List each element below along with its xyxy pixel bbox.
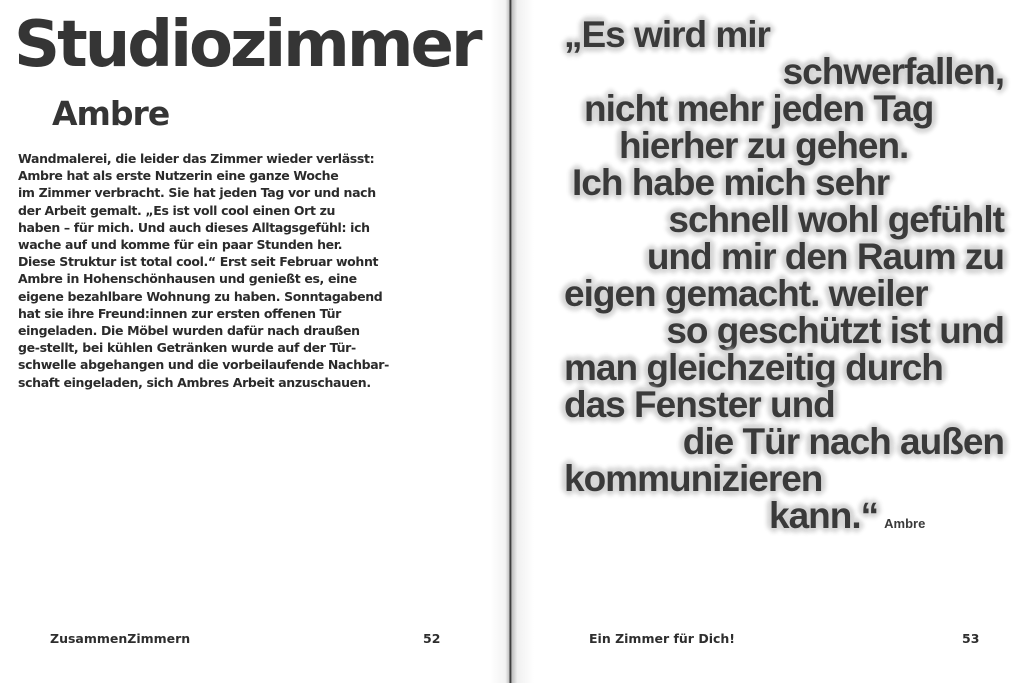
footer-title: Ein Zimmer für Dich!: [589, 631, 735, 646]
footer-title: ZusammenZimmern: [50, 631, 191, 646]
body-line: eingeladen. Die Möbel wurden dafür nach draußen: [18, 323, 360, 339]
quote-line: so geschützt ist und: [666, 310, 1004, 351]
body-line: im Zimmer verbracht. Sie hat jeden Tag vor und nach: [18, 185, 376, 201]
page-number: 52: [423, 631, 441, 646]
quote-line: kommunizieren: [564, 458, 823, 499]
body-line: hat sie ihre Freund:innen zur ersten offenen Tür: [18, 305, 341, 321]
body-line: Diese Struktur ist total cool.“ Erst seit Februar wohnt: [18, 254, 379, 270]
page-number: 53: [962, 631, 980, 646]
body-line: Wandmalerei, die leider das Zimmer wieder verlässt:: [18, 151, 375, 166]
body-line: der Arbeit gemalt. „Es ist voll cool einen Ort zu: [18, 202, 336, 218]
quote-closing: kann.“: [769, 495, 879, 536]
quote-attribution: Ambre: [884, 516, 926, 531]
body-line: Ambre hat als erste Nutzerin eine ganze Woche: [18, 168, 339, 184]
quote-line: man gleichzeitig durch: [564, 347, 943, 388]
quote-line: „Es wird mir: [564, 14, 770, 55]
right-page: [514, 0, 1024, 683]
left-page: [0, 0, 510, 683]
body-paragraph: [18, 150, 468, 391]
quote-line: und mir den Raum zu: [646, 236, 1004, 277]
quote-line: hierher zu gehen.: [619, 125, 909, 166]
body-line: ge-stellt, bei kühlen Getränken wurde auf der Tür-: [18, 340, 356, 356]
quote-line: schnell wohl gefühlt: [668, 199, 1004, 240]
page-title: Studiozimmer: [14, 8, 480, 82]
pull-quote: [564, 16, 1004, 542]
body-line: wache auf und komme für ein paar Stunden her.: [18, 237, 343, 253]
quote-line: eigen gemacht. weiler: [564, 273, 928, 314]
page-subtitle: Ambre: [52, 94, 170, 133]
quote-line: die Tür nach außen: [682, 421, 1004, 462]
body-line: schaft eingeladen, sich Ambres Arbeit anzuschauen.: [18, 374, 371, 390]
quote-line: schwerfallen,: [782, 51, 1004, 92]
quote-line: das Fenster und: [564, 384, 835, 425]
quote-line-last: [564, 497, 1004, 542]
body-line: Ambre in Hohenschönhausen und genießt es, eine: [18, 271, 357, 287]
body-line: haben – für mich. Und auch dieses Alltagsgefühl: ich: [18, 219, 370, 235]
quote-line: Ich habe mich sehr: [572, 162, 890, 203]
quote-line: nicht mehr jeden Tag: [584, 88, 934, 129]
body-line: eigene bezahlbare Wohnung zu haben. Sonntagabend: [18, 288, 383, 304]
body-line: schwelle abgehangen und die vorbeilaufende Nachbar-: [18, 357, 389, 373]
